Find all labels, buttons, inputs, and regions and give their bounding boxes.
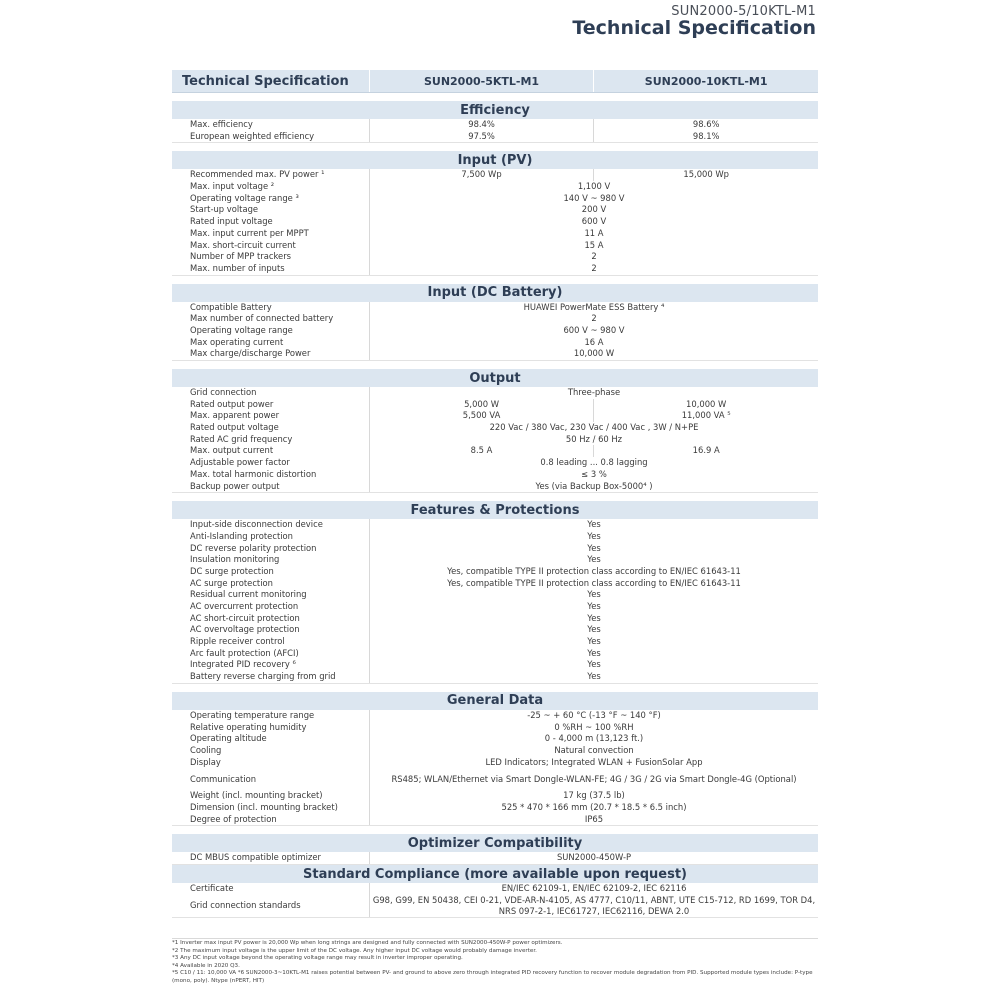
spec-value-model-a: 5,000 W bbox=[370, 399, 595, 411]
spec-label: Max. input voltage ² bbox=[172, 181, 370, 193]
spec-label: Compatible Battery bbox=[172, 302, 370, 314]
spec-row bbox=[172, 469, 818, 481]
footnote: *5 C10 / 11: 10,000 VA *6 SUN2000-3~10KTL-M1 raises potential between PV- and ground to above zero through integrated PID recovery function to recover module degradation from PID. Supported module types include: P-type (mono, poly). Ntype (nPERT, HIT) bbox=[172, 970, 813, 984]
spec-row bbox=[172, 445, 818, 457]
spec-value-model-a: 5,500 VA bbox=[370, 410, 595, 422]
spec-row bbox=[172, 883, 818, 895]
spec-label: AC overvoltage protection bbox=[172, 624, 370, 636]
spec-value: Yes bbox=[587, 554, 601, 565]
spec-value: 17 kg (37.5 lb) bbox=[563, 790, 625, 801]
spec-value: SUN2000-450W-P bbox=[556, 852, 632, 863]
section-gap bbox=[172, 493, 818, 501]
spec-value: Yes bbox=[587, 519, 601, 530]
section-standard-compliance-more-available-upon-request bbox=[172, 865, 818, 918]
spec-value: 16 A bbox=[584, 336, 604, 347]
spec-label: DC MBUS compatible optimizer bbox=[172, 852, 370, 864]
spec-row bbox=[172, 745, 818, 757]
spec-row bbox=[172, 578, 818, 590]
spec-label: Max. efficiency bbox=[172, 119, 370, 131]
spec-row bbox=[172, 802, 818, 814]
spec-value: Natural convection bbox=[554, 744, 634, 755]
spec-label: Max. output current bbox=[172, 445, 370, 457]
spec-row bbox=[172, 228, 818, 240]
spec-label: Ripple receiver control bbox=[172, 636, 370, 648]
spec-label: Residual current monitoring bbox=[172, 589, 370, 601]
spec-row bbox=[172, 399, 818, 411]
spec-value: Yes bbox=[587, 624, 601, 635]
spec-row bbox=[172, 263, 818, 275]
spec-row bbox=[172, 193, 818, 205]
spec-value: Three-phase bbox=[567, 387, 621, 397]
spec-value: Yes bbox=[587, 636, 601, 647]
spec-label: AC short-circuit protection bbox=[172, 613, 370, 625]
footnote: *4 Available in 2020 Q3. bbox=[172, 962, 240, 969]
spec-row bbox=[172, 169, 818, 181]
spec-value-model-b: 98.6% bbox=[692, 119, 720, 129]
section-title: Input (PV) bbox=[172, 151, 818, 169]
spec-label: Operating voltage range ³ bbox=[172, 193, 370, 205]
spec-label: Input-side disconnection device bbox=[172, 519, 370, 531]
section-title: Efficiency bbox=[172, 101, 818, 119]
spec-label: Display bbox=[172, 757, 370, 769]
footnote: *2 The maximum input voltage is the upper limit of the DC voltage. Any higher input DC voltage would probably damage inverter. bbox=[172, 947, 537, 954]
spec-label: Communication bbox=[172, 768, 370, 790]
spec-value-model-a: 8.5 A bbox=[370, 445, 595, 457]
section-gap bbox=[172, 276, 818, 284]
spec-row bbox=[172, 216, 818, 228]
spec-row bbox=[172, 181, 818, 193]
section-efficiency bbox=[172, 101, 818, 143]
spec-value: Yes bbox=[587, 671, 601, 682]
spec-row bbox=[172, 348, 818, 360]
spec-label: AC surge protection bbox=[172, 578, 370, 590]
footnote: *3 Any DC input voltage beyond the operating voltage range may result in inverter improper operating. bbox=[172, 955, 463, 962]
spec-row bbox=[172, 313, 818, 325]
spec-value: 11 A bbox=[584, 227, 604, 238]
spec-value: -25 ~ + 60 °C (-13 °F ~ 140 °F) bbox=[527, 709, 661, 720]
spec-row bbox=[172, 613, 818, 625]
spec-row bbox=[172, 434, 818, 446]
spec-value: Yes bbox=[587, 659, 601, 670]
spec-value: 600 V ~ 980 V bbox=[563, 324, 625, 335]
spec-label: Weight (incl. mounting bracket) bbox=[172, 790, 370, 802]
column-header-model-a: SUN2000-5KTL-M1 bbox=[370, 70, 595, 92]
spec-label: AC overcurrent protection bbox=[172, 601, 370, 613]
spec-row bbox=[172, 589, 818, 601]
spec-label: Rated output power bbox=[172, 399, 370, 411]
spec-row bbox=[172, 519, 818, 531]
spec-label: Dimension (incl. mounting bracket) bbox=[172, 802, 370, 814]
spec-row bbox=[172, 543, 818, 555]
spec-row bbox=[172, 733, 818, 745]
spec-row bbox=[172, 251, 818, 263]
spec-value: 2 bbox=[591, 313, 597, 324]
spec-value: Yes bbox=[587, 542, 601, 553]
header-model: SUN2000-5/10KTL-M1 bbox=[671, 4, 816, 19]
spec-row bbox=[172, 131, 818, 143]
spec-value-model-a: 7,500 Wp bbox=[370, 169, 595, 181]
section-input-pv bbox=[172, 151, 818, 275]
column-header-label: Technical Specification bbox=[172, 70, 370, 92]
spec-label: Max. apparent power bbox=[172, 410, 370, 422]
spec-value: 140 V ~ 980 V bbox=[563, 192, 625, 203]
spec-label: Cooling bbox=[172, 745, 370, 757]
section-title: Optimizer Compatibility bbox=[172, 834, 818, 852]
spec-value: Yes (via Backup Box-5000⁴ ) bbox=[535, 480, 653, 491]
spec-label: DC reverse polarity protection bbox=[172, 543, 370, 555]
spec-value: 200 V bbox=[581, 204, 607, 215]
spec-label: Certificate bbox=[172, 883, 370, 895]
section-gap bbox=[172, 143, 818, 151]
spec-row bbox=[172, 531, 818, 543]
spec-value: 525 * 470 * 166 mm (20.7 * 18.5 * 6.5 inch) bbox=[501, 801, 687, 812]
spec-value: 15 A bbox=[584, 239, 604, 250]
section-features-protections bbox=[172, 501, 818, 684]
spec-label: Max. short-circuit current bbox=[172, 240, 370, 252]
spec-value: 2 bbox=[591, 262, 597, 273]
spec-label: Rated input voltage bbox=[172, 216, 370, 228]
spec-value: 1,100 V bbox=[577, 181, 611, 192]
spec-value: G98, G99, EN 50438, CEI 0-21, VDE-AR-N-4105, AS 4777, C10/11, ABNT, UTE C15-712, RD 1699, TOR D4, NRS 097-2-1, IEC61727, IEC62116, DEWA 2.0 bbox=[372, 895, 816, 916]
section-output bbox=[172, 369, 818, 493]
spec-value: Yes, compatible TYPE II protection class according to EN/IEC 61643-11 bbox=[447, 565, 741, 576]
spec-label: Relative operating humidity bbox=[172, 722, 370, 734]
spec-row bbox=[172, 648, 818, 660]
spec-label: DC surge protection bbox=[172, 566, 370, 578]
spec-row bbox=[172, 337, 818, 349]
spec-row bbox=[172, 790, 818, 802]
spec-row bbox=[172, 302, 818, 314]
spec-label: Arc fault protection (AFCI) bbox=[172, 648, 370, 660]
spec-value: Yes bbox=[587, 589, 601, 600]
spec-label: Max. input current per MPPT bbox=[172, 228, 370, 240]
spec-row bbox=[172, 554, 818, 566]
spec-label: Operating temperature range bbox=[172, 710, 370, 722]
spec-value: IP65 bbox=[584, 813, 604, 824]
spec-value: LED Indicators; Integrated WLAN + FusionSolar App bbox=[485, 756, 703, 767]
spec-row bbox=[172, 768, 818, 790]
spec-label: European weighted efficiency bbox=[172, 131, 370, 143]
spec-row bbox=[172, 566, 818, 578]
spec-row bbox=[172, 814, 818, 826]
column-header-row bbox=[172, 70, 818, 93]
spec-value: 50 Hz / 60 Hz bbox=[565, 433, 623, 444]
section-title: Standard Compliance (more available upon request) bbox=[172, 865, 818, 883]
section-input-dc-battery bbox=[172, 284, 818, 361]
spec-value: 0 - 4,000 m (13,123 ft.) bbox=[544, 733, 644, 744]
spec-label: Operating altitude bbox=[172, 733, 370, 745]
spec-value: 0.8 leading ... 0.8 lagging bbox=[540, 457, 648, 468]
spec-value: Yes bbox=[587, 612, 601, 623]
spec-row bbox=[172, 624, 818, 636]
spec-row bbox=[172, 410, 818, 422]
spec-value: HUAWEI PowerMate ESS Battery ⁴ bbox=[523, 301, 665, 312]
spec-row bbox=[172, 671, 818, 683]
spec-value-model-b: 10,000 W bbox=[686, 398, 727, 409]
spec-row bbox=[172, 119, 818, 131]
spec-label: Max. total harmonic distortion bbox=[172, 469, 370, 481]
spec-row bbox=[172, 757, 818, 769]
spec-row bbox=[172, 636, 818, 648]
spec-row bbox=[172, 710, 818, 722]
spec-value: 2 bbox=[591, 251, 597, 262]
page-title: Technical Specification bbox=[572, 17, 816, 39]
section-general-data bbox=[172, 692, 818, 827]
spec-value-model-b: 11,000 VA ⁵ bbox=[681, 410, 731, 421]
spec-value: 10,000 W bbox=[573, 348, 615, 359]
spec-label: Battery reverse charging from grid bbox=[172, 671, 370, 683]
spec-row bbox=[172, 895, 818, 917]
column-header-model-b: SUN2000-10KTL-M1 bbox=[644, 74, 768, 88]
footnotes bbox=[172, 938, 818, 986]
spec-table bbox=[172, 70, 818, 918]
spec-value-model-b: 15,000 Wp bbox=[683, 169, 729, 180]
section-gap bbox=[172, 93, 818, 101]
spec-label: Number of MPP trackers bbox=[172, 251, 370, 263]
spec-row bbox=[172, 722, 818, 734]
section-gap bbox=[172, 826, 818, 834]
spec-value-model-b: 16.9 A bbox=[692, 445, 720, 456]
spec-value: 600 V bbox=[581, 216, 607, 227]
spec-label: Max. number of inputs bbox=[172, 263, 370, 275]
spec-row bbox=[172, 601, 818, 613]
spec-row bbox=[172, 422, 818, 434]
spec-value: RS485; WLAN/Ethernet via Smart Dongle-WLAN-FE; 4G / 3G / 2G via Smart Dongle-4G (Optional) bbox=[391, 774, 797, 784]
spec-label: Operating voltage range bbox=[172, 325, 370, 337]
spec-label: Max charge/discharge Power bbox=[172, 348, 370, 360]
spec-label: Start-up voltage bbox=[172, 204, 370, 216]
spec-row bbox=[172, 659, 818, 671]
spec-row bbox=[172, 325, 818, 337]
spec-value: Yes bbox=[587, 647, 601, 658]
section-gap bbox=[172, 361, 818, 369]
spec-row bbox=[172, 204, 818, 216]
spec-value: 220 Vac / 380 Vac, 230 Vac / 400 Vac , 3W / N+PE bbox=[489, 422, 699, 433]
footnote: *1 Inverter max input PV power is 20,000 Wp when long strings are designed and fully connected with SUN2000-450W-P power optimizers. bbox=[172, 940, 563, 946]
spec-label: Degree of protection bbox=[172, 814, 370, 826]
section-title: Output bbox=[172, 369, 818, 387]
spec-label: Anti-Islanding protection bbox=[172, 531, 370, 543]
spec-label: Max operating current bbox=[172, 337, 370, 349]
spec-row bbox=[172, 852, 818, 864]
spec-value: Yes, compatible TYPE II protection class according to EN/IEC 61643-11 bbox=[447, 577, 741, 588]
spec-label: Recommended max. PV power ¹ bbox=[172, 169, 370, 181]
section-title: Features & Protections bbox=[172, 501, 818, 519]
spec-value-model-b: 98.1% bbox=[692, 130, 720, 141]
spec-row bbox=[172, 481, 818, 493]
spec-row bbox=[172, 240, 818, 252]
section-title: Input (DC Battery) bbox=[172, 284, 818, 302]
spec-value: EN/IEC 62109-1, EN/IEC 62109-2, IEC 62116 bbox=[501, 883, 687, 893]
spec-label: Adjustable power factor bbox=[172, 457, 370, 469]
spec-value: Yes bbox=[587, 530, 601, 541]
section-title: General Data bbox=[172, 692, 818, 710]
spec-value-model-a: 97.5% bbox=[370, 131, 595, 143]
spec-row bbox=[172, 387, 818, 399]
spec-value-model-a: 98.4% bbox=[370, 119, 595, 131]
spec-label: Backup power output bbox=[172, 481, 370, 493]
spec-label: Max number of connected battery bbox=[172, 313, 370, 325]
spec-value: ≤ 3 % bbox=[581, 468, 607, 479]
section-optimizer-compatibility bbox=[172, 834, 818, 865]
spec-label: Grid connection bbox=[172, 387, 370, 399]
spec-label: Rated output voltage bbox=[172, 422, 370, 434]
spec-label: Integrated PID recovery ⁶ bbox=[172, 659, 370, 671]
spec-value: Yes bbox=[587, 601, 601, 611]
spec-label: Grid connection standards bbox=[172, 895, 370, 917]
spec-row bbox=[172, 457, 818, 469]
spec-label: Rated AC grid frequency bbox=[172, 434, 370, 446]
spec-label: Insulation monitoring bbox=[172, 554, 370, 566]
section-gap bbox=[172, 684, 818, 692]
spec-value: 0 %RH ~ 100 %RH bbox=[554, 721, 634, 732]
